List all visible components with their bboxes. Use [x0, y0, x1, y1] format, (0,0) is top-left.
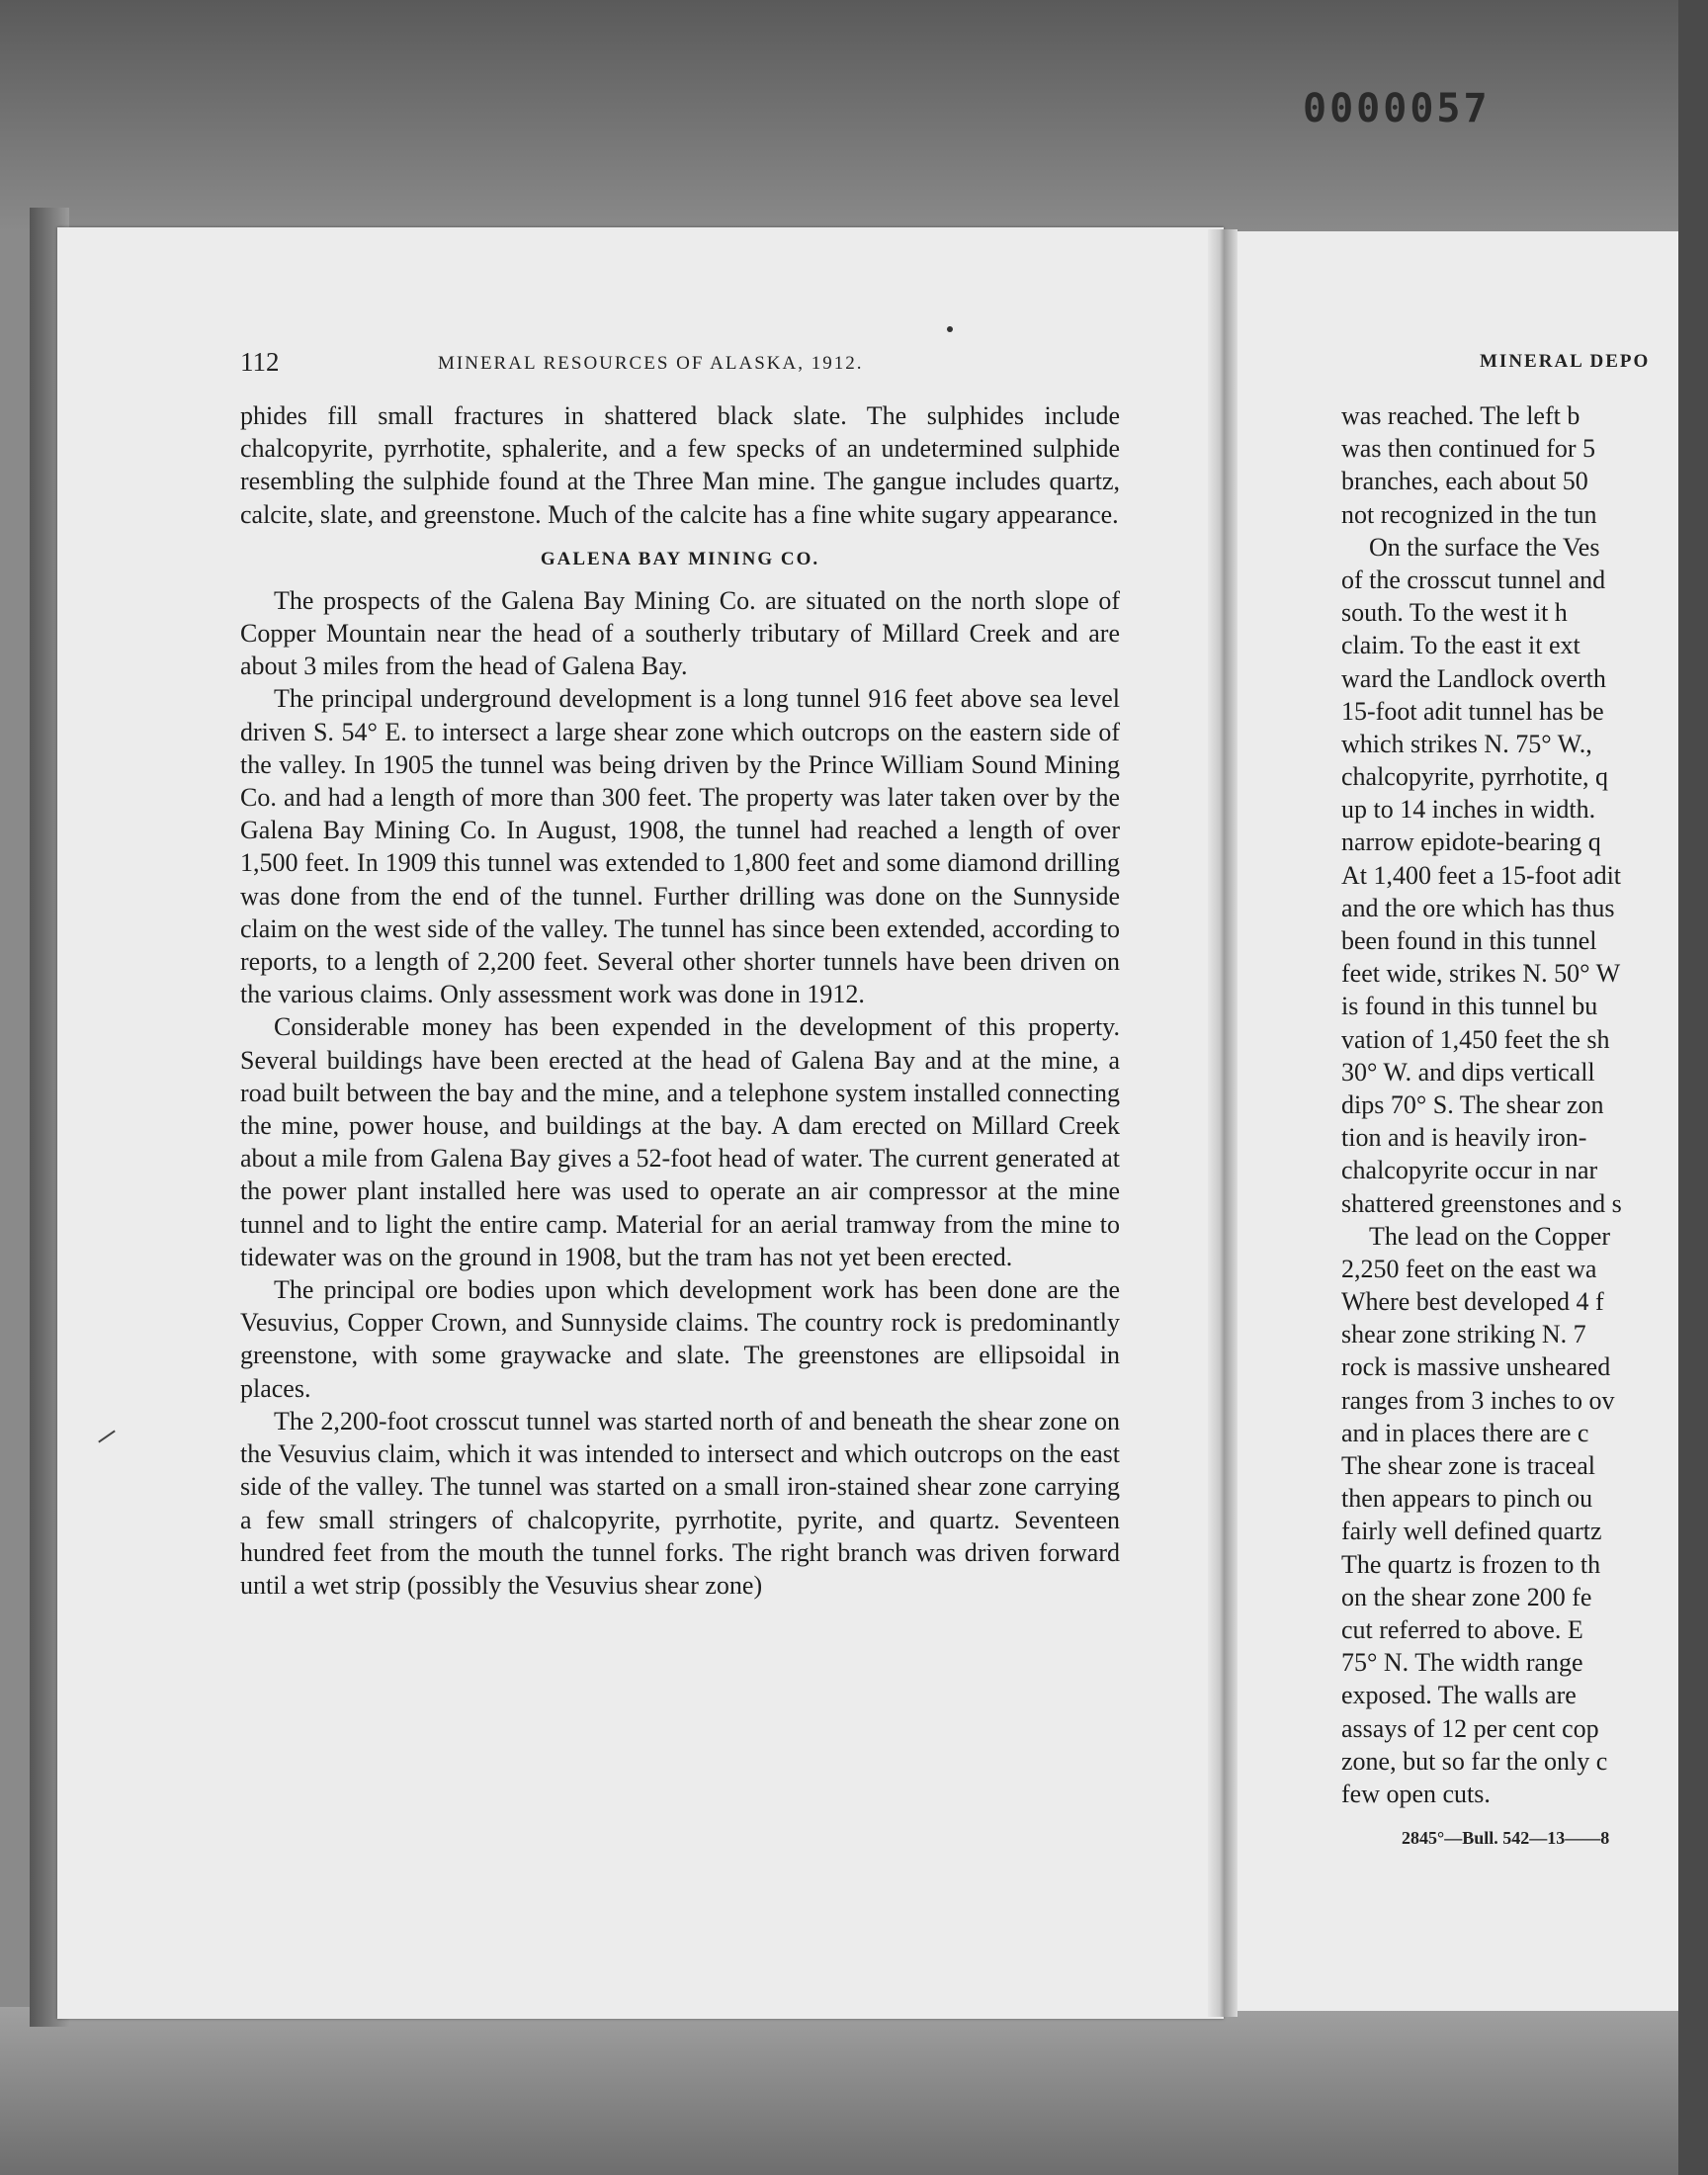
text-line: was reached. The left b — [1341, 401, 1580, 430]
text-line: 2,250 feet on the east wa — [1341, 1254, 1597, 1283]
page-number: 112 — [240, 347, 280, 377]
text-line: and the ore which has thus — [1341, 893, 1615, 922]
text-line: claim. To the east it ext — [1341, 631, 1580, 660]
text-line: on the shear zone 200 fe — [1341, 1582, 1592, 1611]
text-line: Where best developed 4 f — [1341, 1287, 1604, 1317]
text-line: On the surface the Ves — [1369, 532, 1600, 562]
text-line: dips 70° S. The shear zon — [1341, 1089, 1604, 1119]
text-line: cut referred to above. E — [1341, 1614, 1583, 1644]
paragraph: The 2,200-foot crosscut tunnel was started north of and beneath the shear zone on the Vesuvius claim, which it was intended to intersect and which outcrops on the east side of the valley. The tunnel was started on a small iron-stained shear zone carrying a few small stringers of chalcopyrite, pyrrhotite, pyrite, and quartz. Seventeen hundred feet from the mouth the tunnel forks. The right branch was driven forward until a wet strip (possibly the Vesuvius shear zone) — [240, 1406, 1120, 1600]
text-line: ward the Landlock overth — [1341, 663, 1606, 693]
right-page-header: MINERAL DEPO — [1480, 351, 1651, 372]
text-line: south. To the west it h — [1341, 598, 1568, 628]
text-line: assays of 12 per cent cop — [1341, 1713, 1599, 1743]
text-line: 75° N. The width range — [1341, 1648, 1583, 1678]
text-line: chalcopyrite, pyrrhotite, q — [1341, 762, 1609, 792]
section-heading: GALENA BAY MINING CO. — [540, 548, 820, 569]
text-line: The lead on the Copper — [1369, 1221, 1611, 1251]
text-line: was then continued for 5 — [1341, 434, 1596, 464]
paragraph: The prospects of the Galena Bay Mining Co. are situated on the north slope of Copper Mountain near the head of a southerly tributary of Millard Creek and are about 3 miles from the head of Galena Bay. — [240, 585, 1120, 681]
paragraph: Considerable money has been expended in the development of this property. Several buildings have been erected at the head of Galena Bay and at the mine, a road built between the bay and the mine, and a telephone system installed connecting the mine, power house, and buildings at the bay. A dam erected on Millard Creek about a mile from Galena Bay gives a 52-foot head of water. The current generated at the power plant installed here was used to operate an air compressor at the mine tunnel and to light the entire camp. Material for an aerial tramway from the mine to tidewater was on the ground in 1908, but the tram has not yet been erected. — [240, 1012, 1120, 1271]
text-line: The shear zone is traceal — [1341, 1451, 1595, 1480]
text-line: of the crosscut tunnel and — [1341, 565, 1606, 594]
ink-speck — [947, 326, 953, 332]
text-line: At 1,400 feet a 15-foot adit — [1341, 860, 1622, 890]
text-line: zone, but so far the only c — [1341, 1746, 1608, 1776]
left-page-body — [240, 399, 1120, 1602]
text-line: ranges from 3 inches to ov — [1341, 1385, 1615, 1415]
text-line: 30° W. and dips verticall — [1341, 1057, 1595, 1087]
running-title: MINERAL RESOURCES OF ALASKA, 1912. — [438, 353, 864, 374]
text-line: up to 14 inches in width. — [1341, 795, 1596, 825]
text-line: rock is massive unsheared — [1341, 1352, 1611, 1382]
text-line: vation of 1,450 feet the sh — [1341, 1024, 1610, 1054]
text-line: shattered greenstones and s — [1341, 1188, 1622, 1218]
text-line: fairly well defined quartz — [1341, 1517, 1602, 1546]
text-line: branches, each about 50 — [1341, 467, 1588, 496]
text-line: then appears to pinch ou — [1341, 1484, 1593, 1514]
text-line: exposed. The walls are — [1341, 1681, 1577, 1710]
text-line: and in places there are c — [1341, 1418, 1589, 1447]
text-line: 15-foot adit tunnel has be — [1341, 696, 1604, 726]
text-line: feet wide, strikes N. 50° W — [1341, 959, 1621, 989]
text-line: narrow epidote-bearing q — [1341, 827, 1601, 857]
text-line: been found in this tunnel — [1341, 926, 1597, 955]
paragraph: The principal ore bodies upon which development work has been done are the Vesuvius, Copper Crown, and Sunnyside claims. The country rock is predominantly greenstone, with some graywacke and slate. The greenstones are ellipsoidal in places. — [240, 1275, 1120, 1403]
text-line: which strikes N. 75° W., — [1341, 729, 1592, 758]
text-line: is found in this tunnel bu — [1341, 992, 1598, 1021]
text-line: few open cuts. — [1341, 1779, 1491, 1808]
right-page-body — [1341, 399, 1708, 1810]
text-line: chalcopyrite occur in nar — [1341, 1156, 1598, 1185]
scanner-background-bottom — [0, 2007, 1708, 2175]
paragraph: The principal underground development is a long tunnel 916 feet above sea level driven S. 54° E. to intersect a large shear zone which outcrops on the eastern side of the valley. In 1905 the tunnel was being driven by the Prince William Sound Mining Co. and had a length of more than 300 feet. The property was later taken over by the Galena Bay Mining Co. In August, 1908, the tunnel had reached a length of over 1,500 feet. In 1909 this tunnel was extended to 1,800 feet and some diamond drilling was done from the end of the tunnel. Further drilling was done on the Sunnyside claim on the west side of the valley. The tunnel has since been extended, according to reports, to a length of 2,200 feet. Several other shorter tunnels have been driven on the various claims. Only assessment work was done in 1912. — [240, 684, 1120, 1009]
text-line: The quartz is frozen to th — [1341, 1549, 1601, 1579]
left-page-header — [240, 342, 932, 382]
book-gutter — [1208, 229, 1238, 2017]
text-line: not recognized in the tun — [1341, 499, 1597, 529]
paragraph: phides fill small fractures in shattered black slate. The sulphides include chalcopyrite, pyrrhotite, sphalerite, and a few specks of an undetermined sulphide resembling the sulphide found at the Three Man mine. The gangue includes quartz, calcite, slate, and greenstone. Much of the calcite has a fine white sugary appearance. — [240, 401, 1120, 529]
text-line: tion and is heavily iron- — [1341, 1123, 1587, 1153]
scan-id-stamp: 0000057 — [1303, 86, 1491, 131]
text-line: shear zone striking N. 7 — [1341, 1320, 1586, 1349]
printer-footnote: 2845°—Bull. 542—13——8 — [1402, 1828, 1610, 1848]
